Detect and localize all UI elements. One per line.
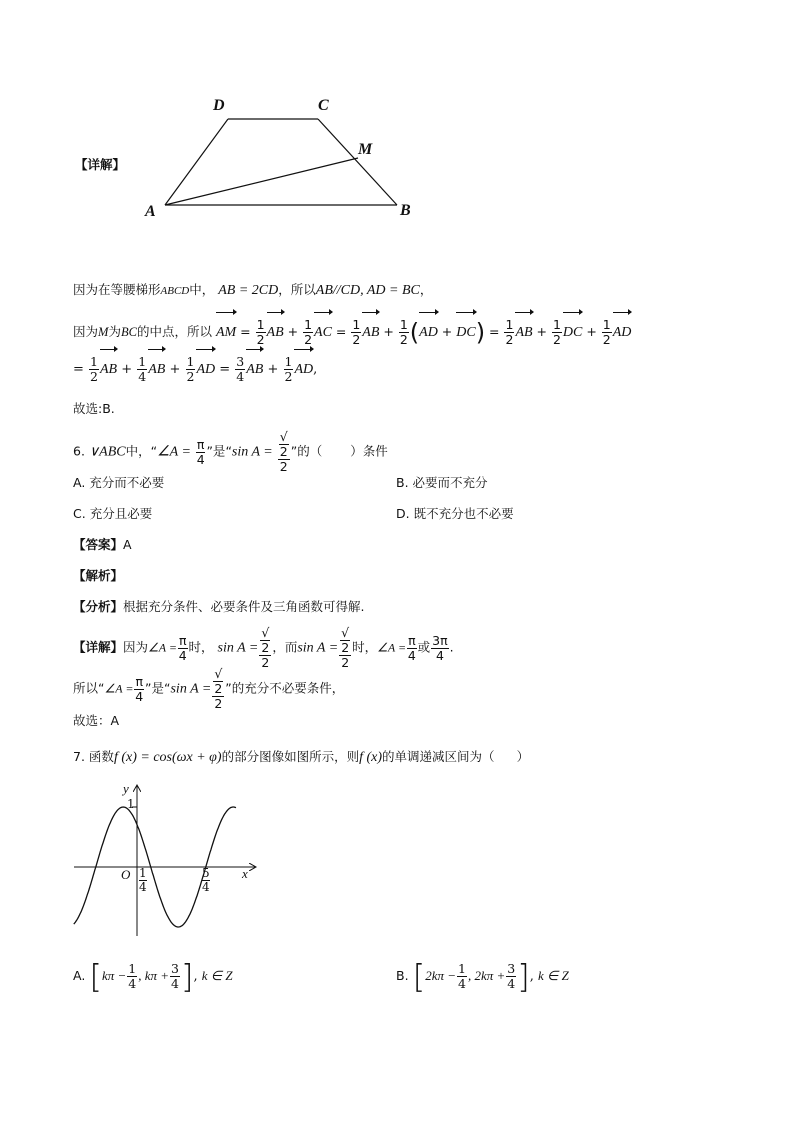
vertex-a: A bbox=[145, 203, 156, 220]
q6-detail: 【详解】因为∠A = $\frac{\pi}{4}$ 时， sin A = √ 2 2 ，而sin A = √ 2 2 时，∠A = $\frac{\pi}{4}$ 或 $\frac{3\pi}{4}$ . bbox=[73, 625, 454, 670]
q6-choice: 故选：A bbox=[73, 713, 120, 728]
solution5-line1: 因为在等腰梯形ABCD中， AB = 2CD，所以AB//CD, AD = BC， bbox=[73, 282, 433, 298]
q6-analysis-label: 【解析】 bbox=[73, 568, 124, 583]
detail-label: 【详解】 bbox=[75, 157, 126, 172]
graph-x-label: x bbox=[242, 866, 248, 881]
q6-option-b[interactable]: B. 必要而不充分 bbox=[396, 475, 488, 490]
q7-option-b[interactable]: B. [2kπ − $\frac{1}{4}$ , 2kπ + $\frac{3}{4}$ ], k ∈ Z bbox=[396, 957, 569, 996]
q6-conclusion: 所以“∠A = $\frac{\pi}{4}$ ”是“sin A = √ 2 2 ”的充分不必要条件， bbox=[73, 666, 345, 711]
graph-y-one: 1 bbox=[127, 797, 135, 811]
edge-cb bbox=[318, 119, 397, 205]
graph-x-quarter: 1 4 bbox=[139, 866, 147, 894]
vertex-m: M bbox=[358, 141, 373, 158]
q7-graph bbox=[70, 780, 270, 940]
graph-origin: O bbox=[121, 867, 131, 882]
solution5-line3: = $\frac{1}{2}$ AB + $\frac{1}{4}$ AB + $\frac{1}{2}$ AD = $\frac{3}{4}$ AB + $\frac{1}{2}$ AD, bbox=[73, 352, 317, 388]
solution5-line2: 因为M为BC的中点，所以 AM = $\frac{1}{2}$ AB + $\frac{1}{2}$ AC = $\frac{1}{2}$ AB + $\frac{1}{2}$ (AD + DC) = $\frac{1}{2}$ AB + $\frac{1}{2}$ DC + $\frac{1}{2}$ AD bbox=[73, 314, 631, 351]
q6-answer: 【答案】A bbox=[73, 537, 132, 552]
vertex-c: C bbox=[318, 97, 329, 114]
graph-x-five-quarters: 5 4 bbox=[202, 866, 210, 894]
q6-option-a[interactable]: A. 充分而不必要 bbox=[73, 475, 165, 490]
q6-stem: 6. ∨ABC中，“∠A = $\frac{\pi}{4}$ ”是“sin A = √ 2 2 ”的（ ）条件 bbox=[73, 429, 388, 474]
graph-y-label: y bbox=[123, 781, 129, 796]
q6-analysis: 【分析】根据充分条件、必要条件及三角函数可得解. bbox=[73, 599, 365, 614]
trapezoid-figure bbox=[140, 92, 420, 222]
q7-option-a[interactable]: A. [kπ − $\frac{1}{4}$ , kπ + $\frac{3}{4}$ ], k ∈ Z bbox=[73, 957, 233, 996]
q6-option-c[interactable]: C. 充分且必要 bbox=[73, 506, 153, 521]
vertex-d: D bbox=[213, 97, 225, 114]
solution5-choice: 故选:B. bbox=[73, 401, 115, 416]
vertex-b: B bbox=[400, 202, 411, 219]
q7-stem: 7. 函数f (x) = cos(ωx + φ)的部分图像如图所示，则f (x)的单调递减区间为（ ） bbox=[73, 749, 530, 765]
q6-option-d[interactable]: D. 既不充分也不必要 bbox=[396, 506, 514, 521]
